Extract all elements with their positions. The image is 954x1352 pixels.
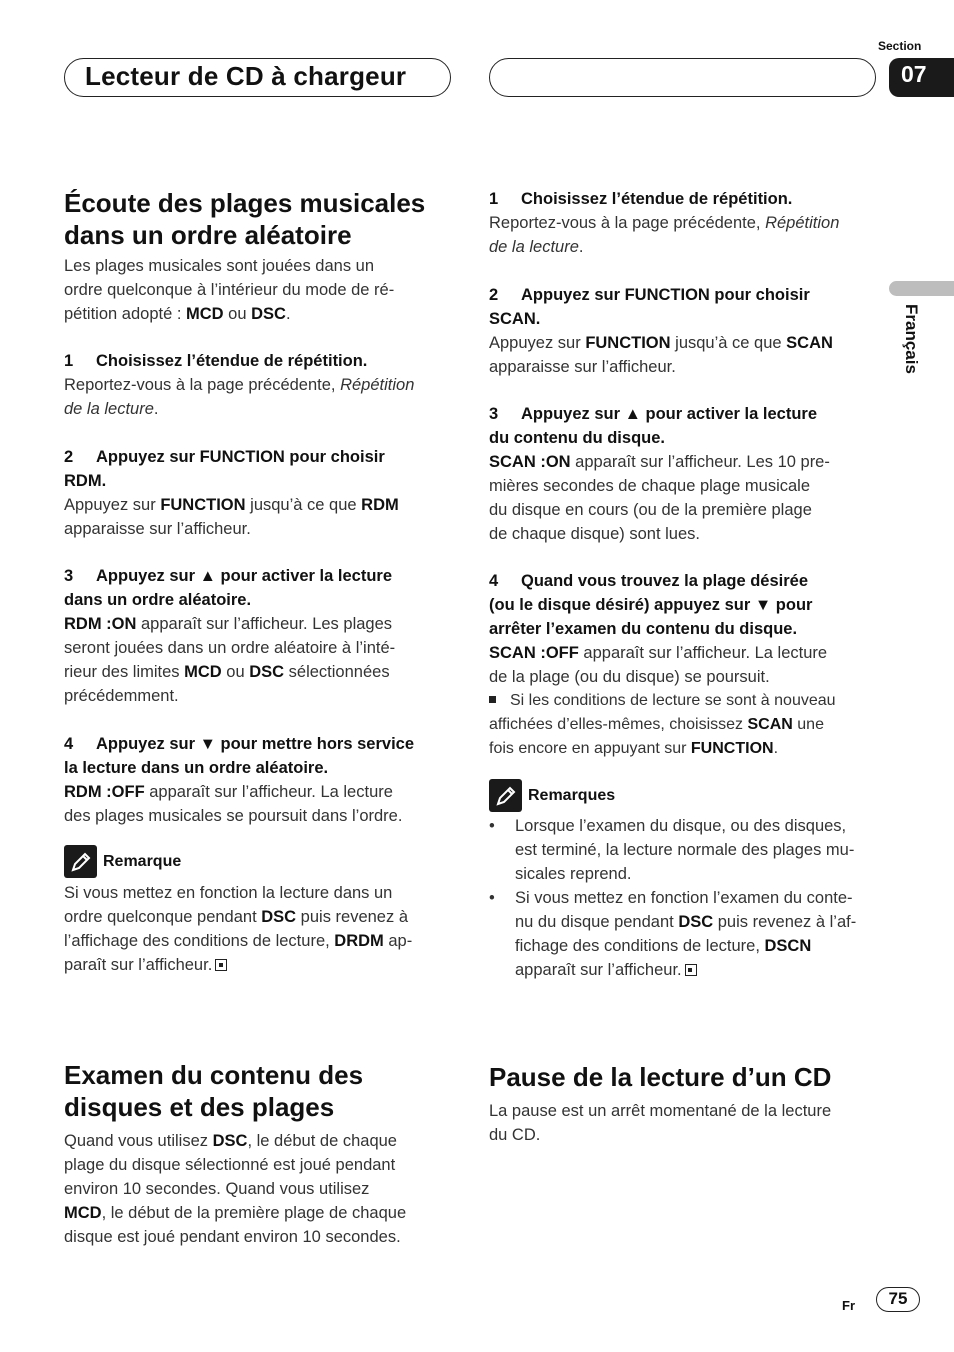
pause-paragraph: La pause est un arrêt momentané de la lecture du CD. <box>489 1102 832 1144</box>
step-3-body: RDM :ON apparaît sur l’afficheur. Les plages seront jouées dans un ordre aléatoire à l’inté- rieur des limites MCD ou DSC sélectionnées précédemment. <box>64 615 396 705</box>
note-heading: Remarque <box>64 845 456 878</box>
end-mark-icon <box>215 959 227 971</box>
note-body: Si vous mettez en fonction la lecture dans un ordre quelconque pendant DSC puis revenez à l’affichage des conditions de lecture, DRDM ap- paraît sur l’afficheur. <box>64 884 413 974</box>
notes-heading: Remarques <box>489 779 881 812</box>
square-bullet-icon <box>489 696 496 703</box>
section-label: Section <box>878 39 922 53</box>
step-3: 3 Appuyez sur ▲ pour activer la lecture dans un ordre aléatoire. <box>64 567 393 609</box>
note-item: • Si vous mettez en fonction l’examen du conte- nu du disque pendant DSC puis revenez à l’af- fichage des conditions de lecture, DSCN apparaît sur l’afficheur. <box>489 886 881 982</box>
step-2-body: Appuyez sur FUNCTION jusqu’à ce que SCAN apparaisse sur l’afficheur. <box>489 334 833 376</box>
pencil-note-icon <box>489 779 522 812</box>
step-1: 1 Choisissez l’étendue de répétition. <box>489 190 793 208</box>
step-1: 1 Choisissez l’étendue de répétition. <box>64 352 368 370</box>
scan-paragraph: Quand vous utilisez DSC, le début de chaque plage du disque sélectionné est joué pendant environ 10 secondes. Quand vous utilisez MCD, le début de la première plage de chaque disque est joué pendant environ 10 secondes. <box>64 1132 407 1246</box>
step-3: 3 Appuyez sur ▲ pour activer la lecture du contenu du disque. <box>489 405 818 447</box>
note-item: • Lorsque l’examen du disque, ou des disques, est terminé, la lecture normale des plages mu- sicales reprend. <box>489 814 881 886</box>
step-2-body: Appuyez sur FUNCTION jusqu’à ce que RDM apparaisse sur l’afficheur. <box>64 496 399 538</box>
step-4-body: RDM :OFF apparaît sur l’afficheur. La lecture des plages musicales se poursuit dans l’ordre. <box>64 783 403 825</box>
chapter-title: Lecteur de CD à chargeur <box>85 61 407 91</box>
footer-language: Fr <box>842 1298 855 1313</box>
language-tab: Français <box>902 304 921 374</box>
step-2: 2 Appuyez sur FUNCTION pour choisir RDM. <box>64 448 385 490</box>
end-mark-icon <box>685 964 697 976</box>
step-4: 4 Appuyez sur ▼ pour mettre hors service la lecture dans un ordre aléatoire. <box>64 735 415 777</box>
step-4-tip: Si les conditions de lecture se sont à nouveau affichées d’elles-mêmes, choisissez SCAN une fois encore en appuyant sur FUNCTION. <box>489 692 836 757</box>
section-title: Pause de la lecture d’un CD <box>489 1062 832 1092</box>
step-2: 2 Appuyez sur FUNCTION pour choisir SCAN. <box>489 286 810 328</box>
header-empty-box <box>489 58 876 97</box>
scan-steps <box>489 187 881 982</box>
bullet-icon: • <box>489 817 495 835</box>
step-4-body: SCAN :OFF apparaît sur l’afficheur. La lecture de la plage (ou du disque) se poursuit. <box>489 644 828 686</box>
step-4: 4 Quand vous trouvez la plage désirée (ou le disque désiré) appuyez sur ▼ pour arrêter l’examen du contenu du disque. <box>489 572 813 638</box>
step-1-body: Reportez-vous à la page précédente, Répétition de la lecture. <box>64 376 415 418</box>
section-random-play <box>64 187 456 977</box>
bullet-icon: • <box>489 889 495 907</box>
step-3-body: SCAN :ON apparaît sur l’afficheur. Les 10 pre- mières secondes de chaque plage musicale du disque en cours (ou de la première plage de chaque disque) sont lues. <box>489 453 830 543</box>
section-title: Examen du contenu des disques et des plages <box>64 1060 364 1122</box>
pencil-note-icon <box>64 845 97 878</box>
page-number: 75 <box>876 1287 920 1312</box>
section-title: Écoute des plages musicales dans un ordre aléatoire <box>64 188 426 250</box>
intro-paragraph: Les plages musicales sont jouées dans un ordre quelconque à l’intérieur du mode de ré- pétition adopté : MCD ou DSC. <box>64 257 395 323</box>
section-scan <box>64 1059 456 1249</box>
language-tab-marker <box>889 281 954 296</box>
chapter-title-box <box>64 58 451 97</box>
step-1-body: Reportez-vous à la page précédente, Répétition de la lecture. <box>489 214 840 256</box>
section-number: 07 <box>889 58 954 97</box>
section-pause <box>489 1061 881 1147</box>
